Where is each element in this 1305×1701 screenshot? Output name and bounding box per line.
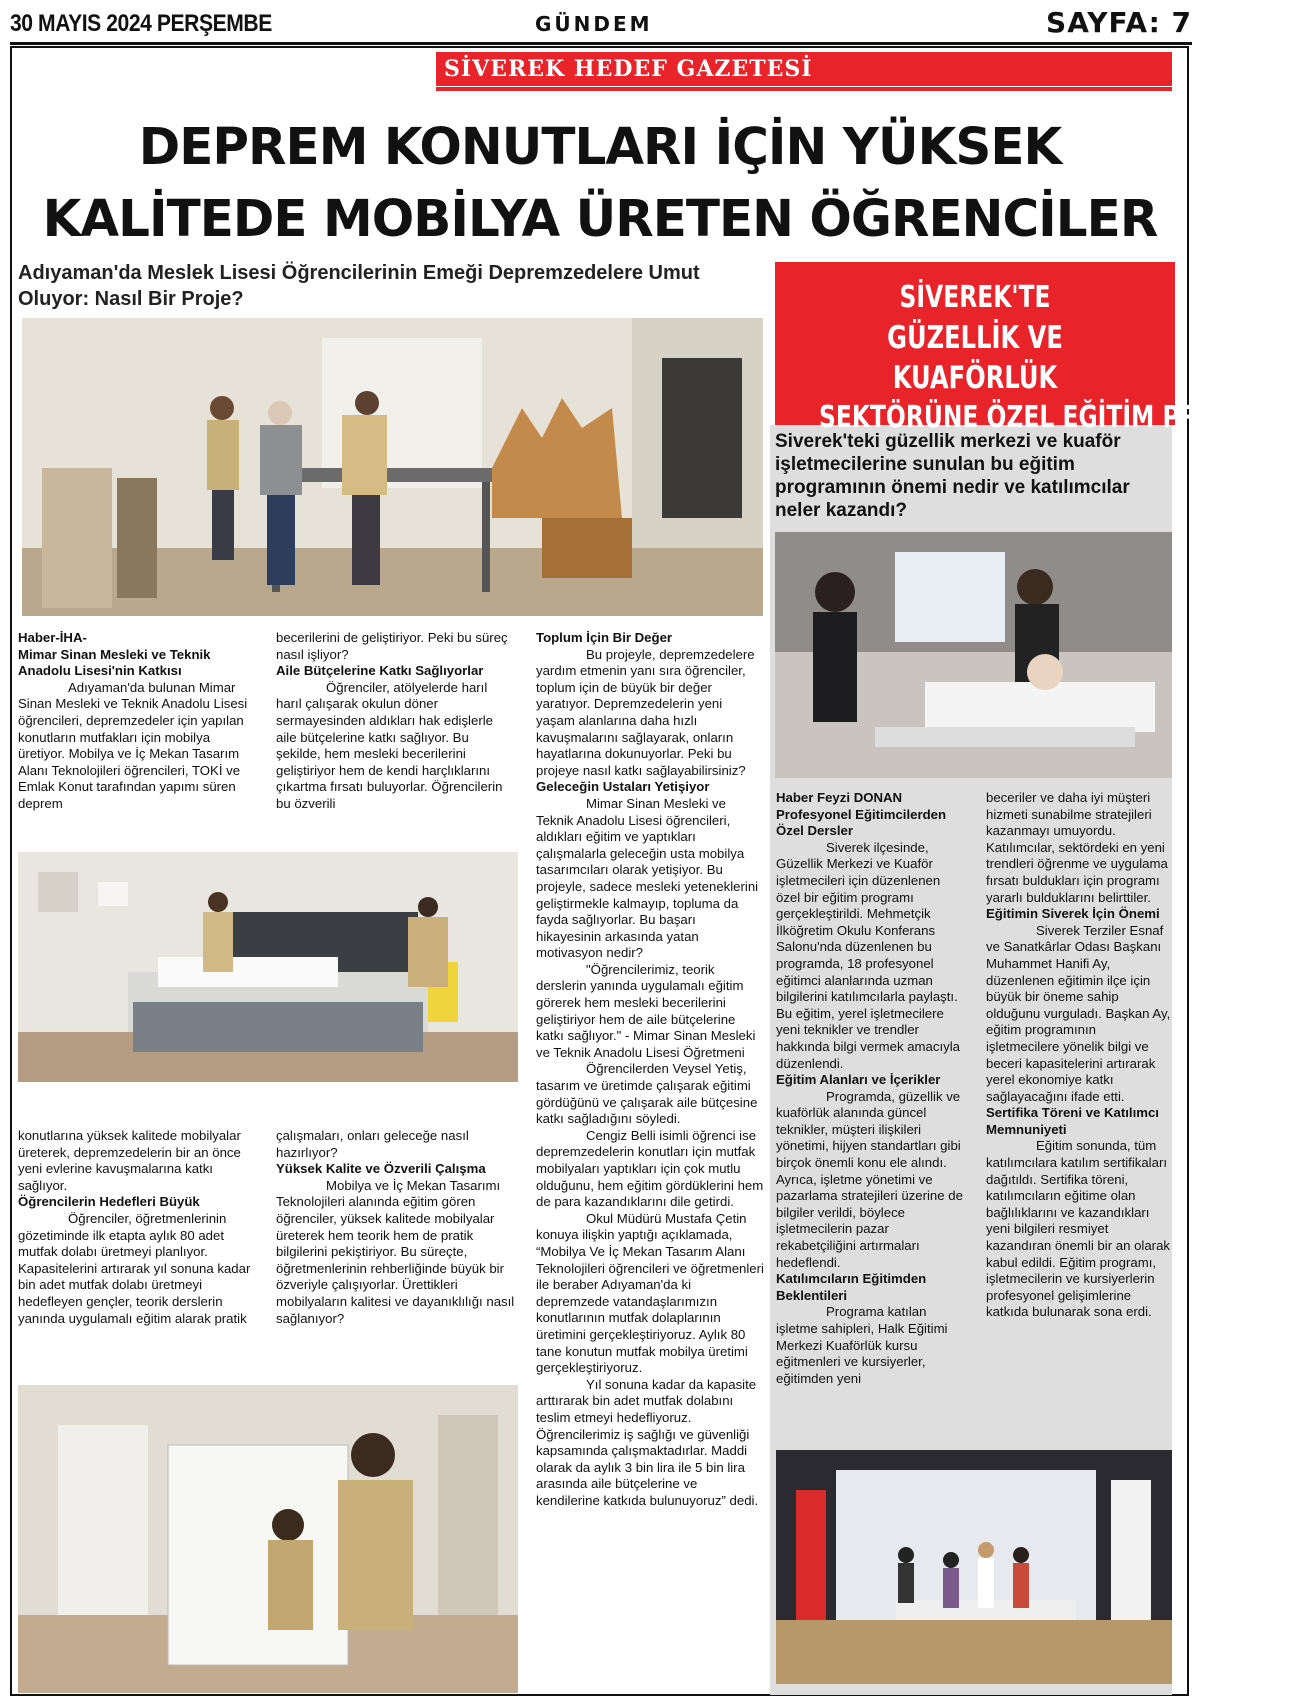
newspaper-name: SİVEREK HEDEF GAZETESİ <box>444 56 813 82</box>
side-subheading-onemi: Eğitimin Siverek İçin Önemi <box>986 906 1160 922</box>
paragraph: becerilerini de geliştiriyor. Peki bu süreç nasıl işliyor? <box>276 630 508 662</box>
article-column-2-mid <box>276 1128 516 1327</box>
newspaper-banner <box>436 52 1172 86</box>
paragraph: Mimar Sinan Mesleki ve Teknik Anadolu Lisesi öğrencileri, aldıkları eğitim ve yaptıkları çalışmalarla geleceğin usta mobilya tasarımcıları olarak yetişiyor. Bu projeyle, sadece mesleki yeteneklerini geliştirmekle kalmayıp, topluma da fayda sağlıyorlar. Bu başarı hikayesinin arkasında yatan motivasyon nedir? <box>536 795 759 961</box>
subheading-hedefler: Öğrencilerin Hedefleri Büyük <box>18 1194 200 1210</box>
main-subhead: Adıyaman'da Meslek Lisesi Öğrencilerinin Emeği Depremzedelere Umut Oluyor: Nasıl Bir Proje? <box>18 262 700 310</box>
section-name: GÜNDEM <box>535 12 653 36</box>
subheading-aile-butcelerine: Aile Bütçelerine Katkı Sağlıyorlar <box>276 663 484 679</box>
article-column-2-top <box>276 630 516 813</box>
article-byline: Haber-İHA- <box>18 630 87 645</box>
paragraph: çalışmaları, onları geleceğe nasıl hazırlıyor? <box>276 1128 469 1160</box>
student-panel-photo <box>18 1385 518 1693</box>
paragraph: beceriler ve daha iyi müşteri hizmeti sunabilme stratejileri kazanmayı umuyordu. Katılımcılar, sektördeki en yeni trendleri öğrenme ve uygulama fırsatı buldukları için programı yararlı bulduklarını belirttiler. <box>986 790 1168 905</box>
side-column-b <box>986 790 1172 1321</box>
article-column-1-mid <box>18 1128 258 1327</box>
side-question: Siverek'teki güzellik merkezi ve kuaför işletmecilerine sunulan bu eğitim programının önemi nedir ve katılımcılar neler kazandı? <box>775 431 1130 521</box>
headline-line-2: KALİTEDE MOBİLYA ÜRETEN ÖĞRENCİLER <box>42 190 1158 249</box>
paragraph: Cengiz Belli isimli öğrenci ise depremzedelerin konutları için mutfak mobilyaları yaptıkları için çok mutlu olduğunu, hem eğitim gördüklerini hem de para kazandıklarını dile getirdi. <box>536 1127 764 1210</box>
banner-underline <box>436 87 1172 91</box>
page-number: SAYFA: 7 <box>1046 6 1192 39</box>
paragraph: Öğrenciler, öğretmenlerinin gözetiminde ilk etapta aylık 80 adet mutfak dolabı üretmeyi planlıyor. Kapasitelerini artırarak yıl sonuna kadar bin adet mutfak dolabı üretmeyi hedefleyen gençler, teorik derslerin yanında uygulamalı eğitim alarak pratik <box>18 1210 251 1326</box>
paragraph: Öğrenciler, atölyelerde harıl harıl çalışarak okulun döner sermayesinden aldıkları hak edişlerle aile bütçelerine katkı sağlıyor. Bu şekilde, hem mesleki becerilerini geliştiriyor hem de kendi harçlıklarını çıkartma fırsatı buluyorlar. Öğrencilerin bu özverili <box>276 679 503 811</box>
paragraph: Adıyaman'da bulunan Mimar Sinan Mesleki ve Teknik Anadolu Lisesi öğrencileri, depremzedeler için yapılan konutların mutfakları için mobilya üretiyor. Mobilya ve İç Mekan Tasarım Alanı Teknolojileri öğrencileri, TOKİ ve Emlak Konut tarafından yapımı süren deprem <box>18 679 248 811</box>
paragraph: Programa katılan işletme sahipleri, Halk Eğitimi Merkezi Kuaförlük kursu eğitmenleri ve kursiyerler, eğitimden yeni <box>776 1304 948 1386</box>
side-byline: Haber Feyzi DONAN <box>776 790 903 805</box>
side-headline-line-2: GÜZELLİK VE KUAFÖRLÜK <box>887 320 1063 396</box>
article-column-1-top <box>18 630 258 813</box>
cnc-machine-photo <box>18 852 518 1082</box>
side-headline-line-3: SEKTÖRÜNE ÖZEL EĞİTİM PROGRAMI <box>819 400 1305 435</box>
side-subheading-ozel-dersler: Profesyonel Eğitimcilerden Özel Dersler <box>776 806 947 839</box>
paragraph: konutlarına yüksek kalitede mobilyalar üreterek, depremzedelerin bir an önce yeni evlerine kavuşmalarına katkı sağlıyor. <box>18 1128 241 1193</box>
side-headline-line-1: SİVEREK'TE <box>899 280 1051 315</box>
paragraph: Bu projeyle, depremzedelere yardım etmenin yanı sıra öğrenciler, toplum için de büyük bir değer yaratıyor. Depremzedelerin yeni yaşam alanlarına daha hızlı kavuşmalarını sağlayarak, onların hayatlarına dokunuyorlar. Peki bu projeye nasıl katkı sağlayabilirsiniz? <box>536 646 755 778</box>
side-subheading-egitim-alanlari: Eğitim Alanları ve İçerikler <box>776 1072 941 1088</box>
ceremony-photo <box>776 1450 1172 1684</box>
subheading-gelecegin-ustalari: Geleceğin Ustaları Yetişiyor <box>536 779 710 795</box>
main-headline <box>32 112 1169 256</box>
paragraph: Programda, güzellik ve kuaförlük alanında güncel teknikler, müşteri ilişkileri yönetimi, hijyen standartları gibi birçok önemli konu ele alındı. Ayrıca, işletme yönetimi ve pazarlama stratejileri üzerine de bilgiler verildi, böylece işletmecilerin pazar rekabetçiliğini artırmaları hedeflendi. <box>776 1088 963 1270</box>
side-headline-box <box>775 262 1305 435</box>
headline-line-1: DEPREM KONUTLARI İÇİN YÜKSEK <box>138 118 1062 177</box>
paragraph: Siverek Terziler Esnaf ve Sanatkârlar Odası Başkanı Muhammet Hanifi Ay, düzenlenen eğitimin ilçe için büyük bir öneme sahip olduğunu vurguladı. Başkan Ay, eğitim programının işletmecilere yönelik bilgi ve beceri kapasitelerini artırarak yerel ekonomiye katkı sağlayacağını ifade etti. <box>986 922 1171 1104</box>
paragraph: Yıl sonuna kadar da kapasite arttırarak bin adet mutfak dolabını teslim etmeyi hedefliyoruz. Öğrencilerimiz iş sağlığı ve güvenliği kapsamında çalışmaktadırlar. Maddi olarak da aylık 3 bin lira ile 5 bin lira arasında aile bütçelerine ve kendilerine katkıda bulunuyoruz” dedi. <box>536 1376 759 1508</box>
side-subheading-sertifika: Sertifika Töreni ve Katılımcı Memnuniyeti <box>986 1105 1159 1137</box>
article-column-3 <box>536 630 764 1509</box>
workshop-photo <box>22 318 763 616</box>
paragraph: Öğrencilerden Veysel Yetiş, tasarım ve üretimde çalışarak eğitimi gördüğünü ve çalışarak aile bütçesine katkı sağladığını söyledi. <box>536 1061 758 1127</box>
paragraph: Okul Müdürü Mustafa Çetin konuya ilişkin yaptığı açıklamada, “Mobilya Ve İç Mekan Tasarım Alanı Teknolojileri öğrencileri ve öğretmenleri ile beraber Adıyaman'da ki depremzede vatandaşlarımızın konutlarının mutfak dolaplarının üretimini gerçekleştiriyoruz. Aylık 80 tane konutun mutfak mobilya üretimi gerçekleştiriyoruz. <box>536 1210 764 1376</box>
subheading-katkisi: Mimar Sinan Mesleki ve Teknik Anadolu Lisesi'nin Katkısı <box>18 646 211 679</box>
subheading-yuksek-kalite: Yüksek Kalite ve Özverili Çalışma <box>276 1161 486 1177</box>
paragraph: Siverek ilçesinde, Güzellik Merkezi ve Kuaför işletmecileri için düzenlenen özel bir eğitim programı gerçekleştirildi. Mehmetçik İlköğretim Okulu Konferans Salonu'nda düzenlenen bu programda, 18 profesyonel eğitimci alanlarında uzman bilgilerini katılımcılarla paylaştı. Bu eğitim, yerel işletmecilere yeni teknikler ve trendler hakkında bilgi vermek amacıyla düzenlendi. <box>776 839 960 1071</box>
paragraph: Mobilya ve İç Mekan Tasarımı Teknolojileri alanında eğitim gören öğrenciler, yüksek kalitede mobilyalar üreterek hem teorik hem de pratik bilgilerini pekiştiriyor. Bu süreçte, öğretmenlerinin rehberliğinde büyük bir özveriyle çalışıyorlar. Ürettikleri mobilyaların kalitesi ve dayanıklılığı nasıl sağlanıyor? <box>276 1177 515 1326</box>
beauty-training-photo <box>775 532 1172 778</box>
side-column-a <box>776 790 964 1387</box>
issue-date: 30 MAYIS 2024 PERŞEMBE <box>10 10 272 37</box>
teacher-quote: "Öğrencilerimiz, teorik derslerin yanında uygulamalı eğitim görerek hem mesleki becerilerini geliştiriyor hem de aile bütçelerine katkı sağlıyor." - Mimar Sinan Mesleki ve Teknik Anadolu Lisesi Öğretmeni <box>536 961 756 1060</box>
subheading-toplum: Toplum İçin Bir Değer <box>536 630 673 645</box>
paragraph: Eğitim sonunda, tüm katılımcılara katılım sertifikaları dağıtıldı. Sertifika töreni, katılımcıların eğitime olan bağlılıklarını ve kazandıkları yeni bilgileri resmiyet kazandıran önemli bir an olarak kabul edildi. Eğitim programı, işletmecilerin ve kursiyerlerin profesyonel gelişimlerine katkıda bulunarak sona erdi. <box>986 1138 1170 1320</box>
side-subheading-beklentiler: Katılımcıların Eğitimden Beklentileri <box>776 1271 927 1303</box>
header-rule <box>10 42 1192 45</box>
